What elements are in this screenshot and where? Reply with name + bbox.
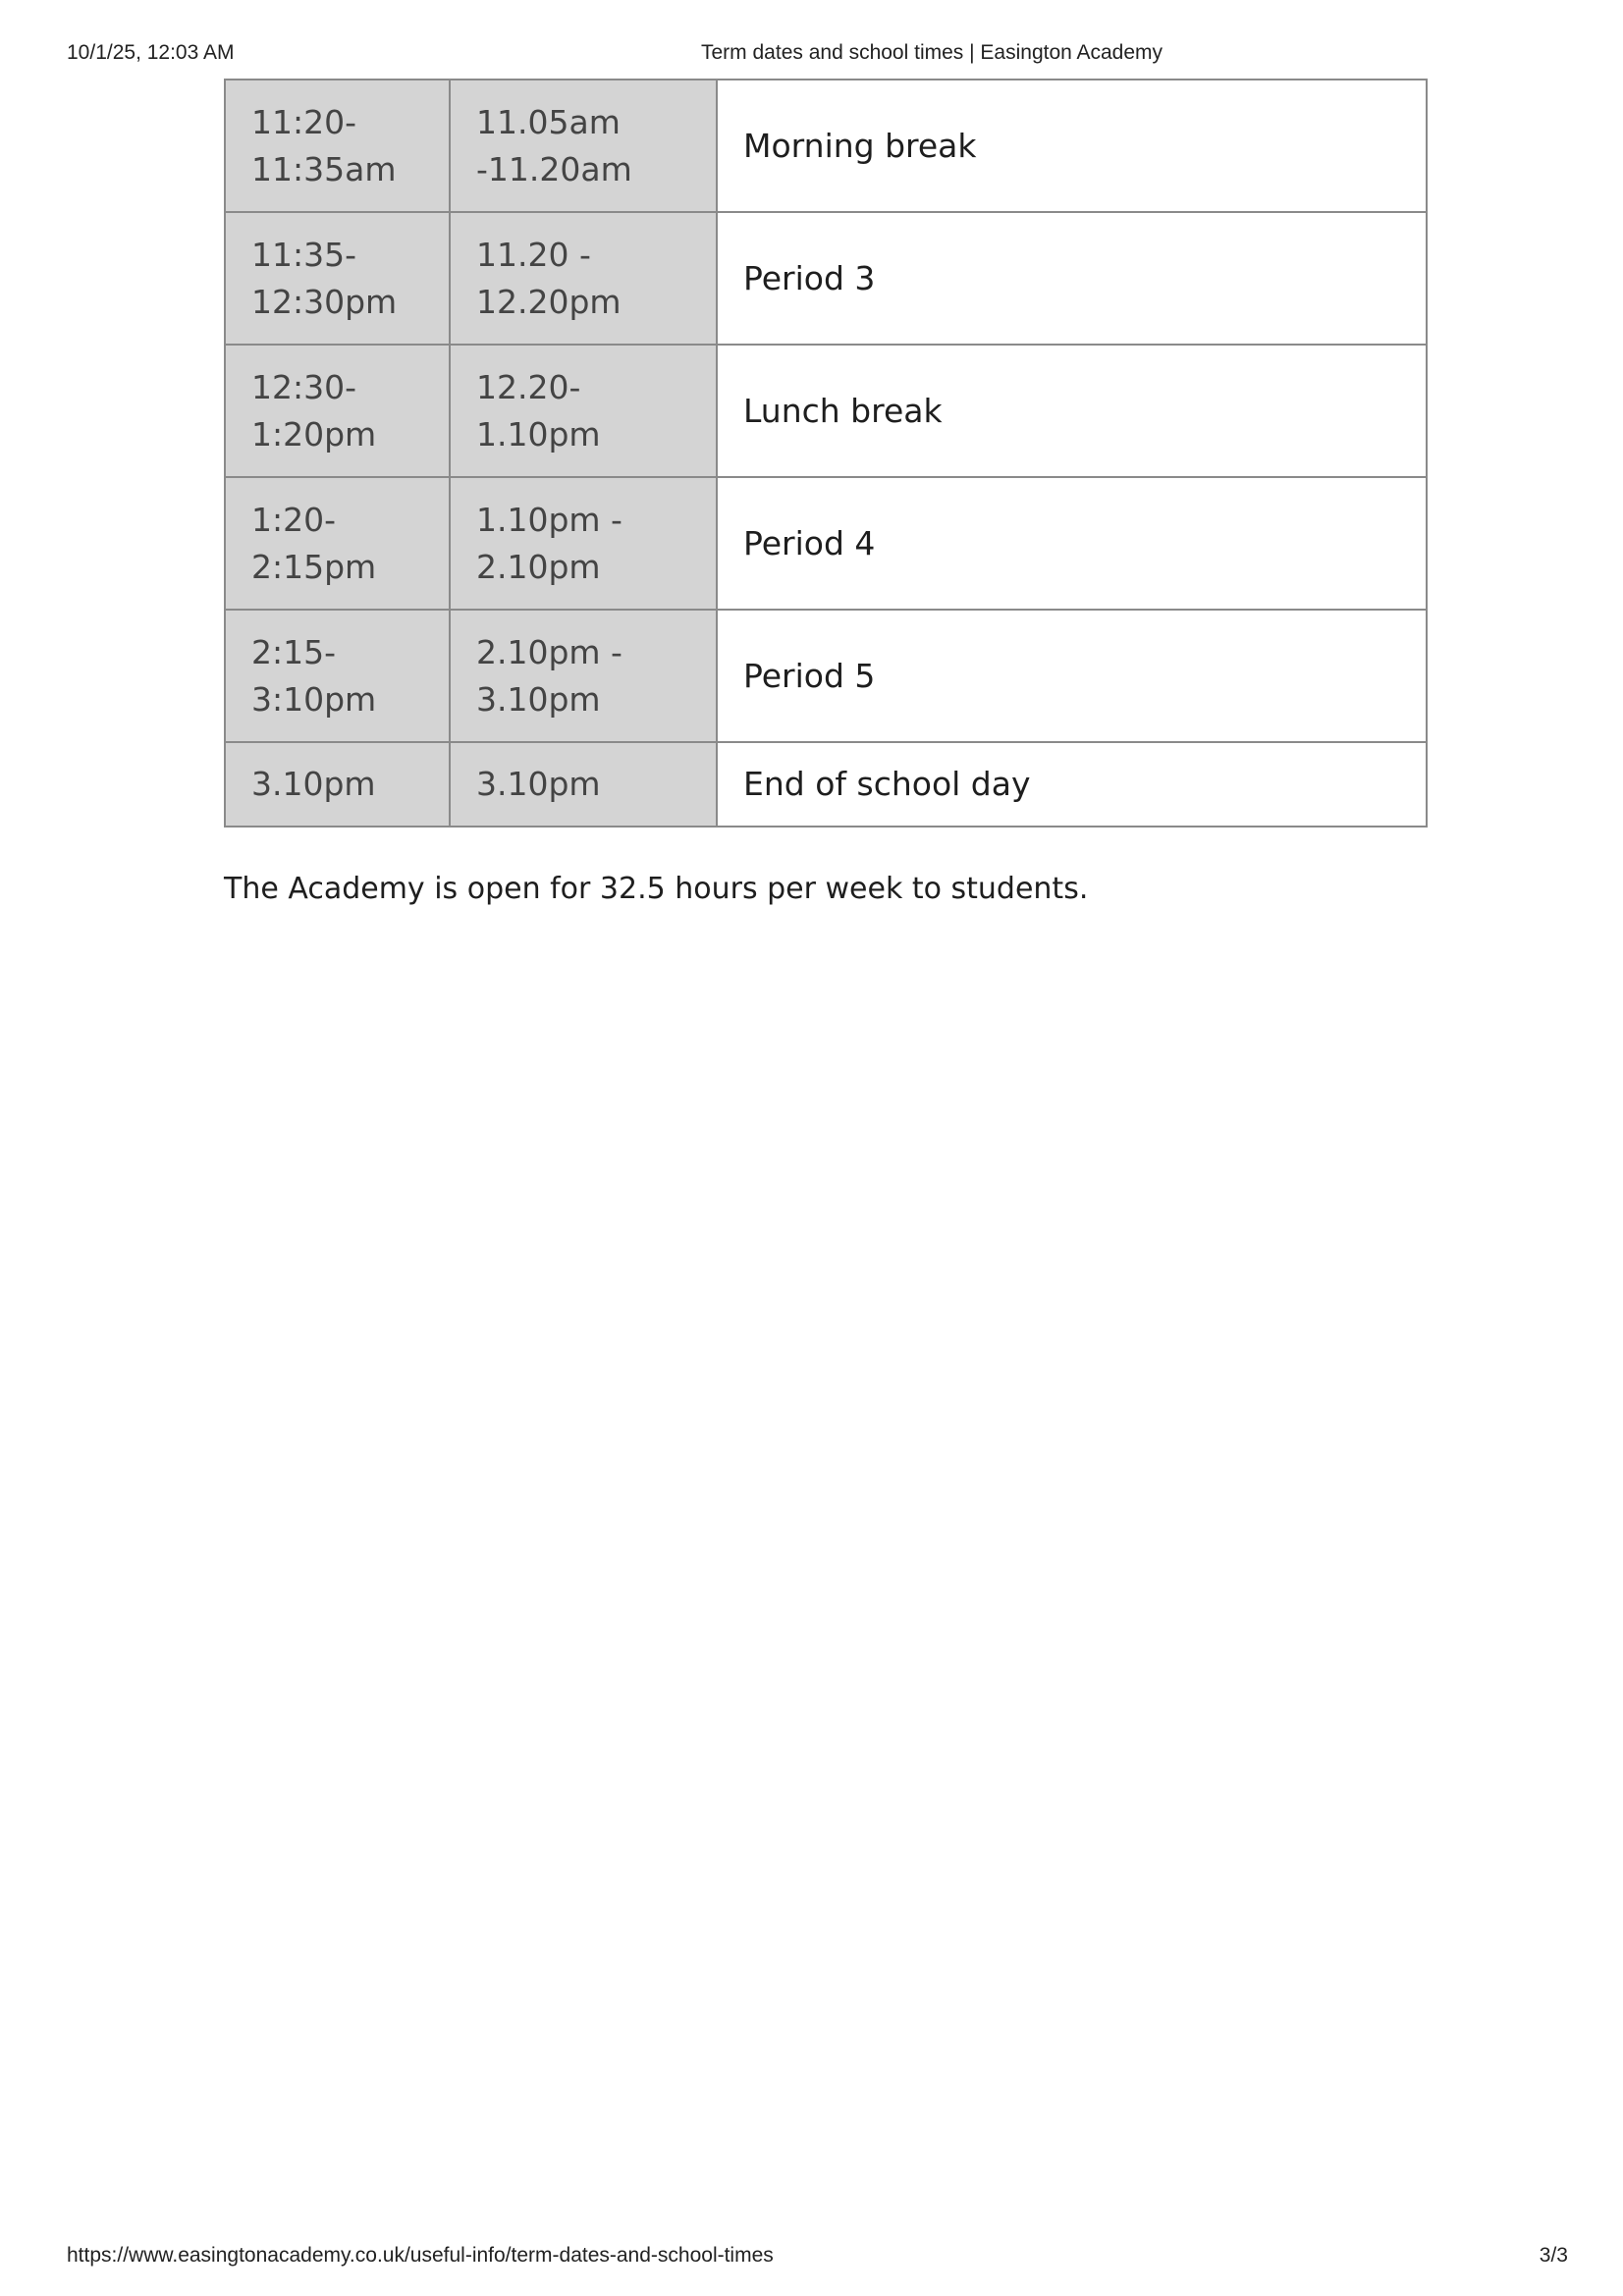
table-cell: 1.10pm - 2.10pm (450, 477, 717, 610)
table-cell: 2:15- 3:10pm (225, 610, 450, 742)
table-cell: 11:20- 11:35am (225, 80, 450, 212)
table-cell: Period 3 (717, 212, 1427, 345)
table-cell: End of school day (717, 742, 1427, 827)
print-header (67, 41, 1556, 69)
table-row (225, 80, 1427, 212)
print-datetime: 10/1/25, 12:03 AM (67, 41, 235, 64)
table-cell: 12:30- 1:20pm (225, 345, 450, 477)
table-row (225, 212, 1427, 345)
print-page-title: Term dates and school times | Easington Academy (701, 41, 1163, 64)
print-footer (67, 2244, 1568, 2271)
table-cell: 11:35- 12:30pm (225, 212, 450, 345)
table-cell: Period 5 (717, 610, 1427, 742)
table-cell: 3.10pm (225, 742, 450, 827)
table-cell: 2.10pm - 3.10pm (450, 610, 717, 742)
print-url: https://www.easingtonacademy.co.uk/useful-info/term-dates-and-school-times (67, 2244, 774, 2267)
table-row (225, 610, 1427, 742)
opening-hours-note: The Academy is open for 32.5 hours per week to students. (224, 872, 1089, 906)
table-cell: Period 4 (717, 477, 1427, 610)
table-row (225, 477, 1427, 610)
table-cell: Lunch break (717, 345, 1427, 477)
table-row (225, 742, 1427, 827)
page-number: 3/3 (1539, 2244, 1568, 2267)
table-cell: 3.10pm (450, 742, 717, 827)
table-cell: 11.05am -11.20am (450, 80, 717, 212)
table-cell: 11.20 - 12.20pm (450, 212, 717, 345)
table-row (225, 345, 1427, 477)
school-times-table (224, 79, 1428, 828)
table-cell: Morning break (717, 80, 1427, 212)
table-cell: 12.20- 1.10pm (450, 345, 717, 477)
table-cell: 1:20- 2:15pm (225, 477, 450, 610)
